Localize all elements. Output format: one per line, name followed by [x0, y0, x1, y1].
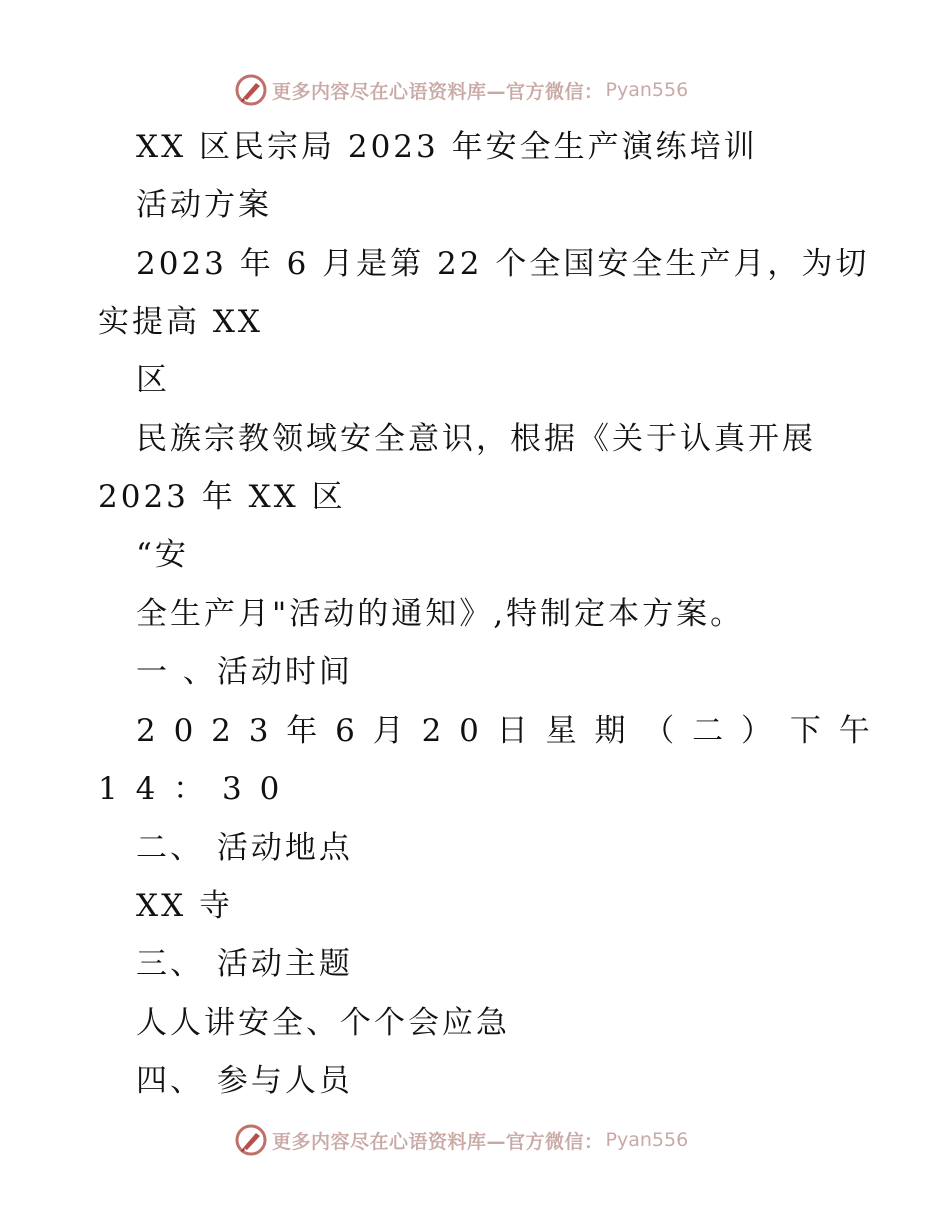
pen-seal-icon: [234, 73, 268, 107]
section-heading: 四、 参与人员: [136, 1063, 353, 1099]
section-heading: 三、 活动主题: [136, 946, 353, 982]
body-line: 全生产月"活动的通知》,特制定本方案。: [136, 596, 745, 632]
pen-seal-icon: [234, 1123, 268, 1157]
section-heading: 二、 活动地点: [136, 830, 353, 866]
watermark-id: Pyan556: [605, 79, 689, 101]
doc-title-line-1: XX 区民宗局 2023 年安全生产演练培训: [136, 129, 758, 165]
footer-watermark: [234, 1122, 688, 1158]
section-heading: 一 、活动时间: [136, 654, 353, 690]
body-line: 人人讲安全、个个会应急: [136, 1005, 510, 1041]
body-line: “安: [136, 537, 189, 573]
body-line: 区: [136, 362, 170, 398]
header-watermark: [234, 72, 688, 108]
doc-title-line-2: 活动方案: [136, 187, 272, 223]
body-line: 1 4 ： 3 0: [98, 771, 284, 807]
body-line: XX 寺: [136, 888, 233, 924]
watermark-id: Pyan556: [605, 1129, 689, 1151]
body-line: 2023 年 XX 区: [98, 479, 346, 515]
body-line: 2023 年 6 月是第 22 个全国安全生产月，为切: [136, 246, 870, 282]
watermark-text: 更多内容尽在心语资料库—官方微信：: [272, 80, 604, 103]
body-line: 民族宗教领域安全意识，根据《关于认真开展: [136, 421, 816, 457]
watermark-text: 更多内容尽在心语资料库—官方微信：: [272, 1130, 604, 1153]
body-line: 2 0 2 3 年 6 月 2 0 日 星 期 （ 二 ） 下 午: [136, 713, 874, 749]
body-line: 实提高 XX: [98, 304, 263, 340]
